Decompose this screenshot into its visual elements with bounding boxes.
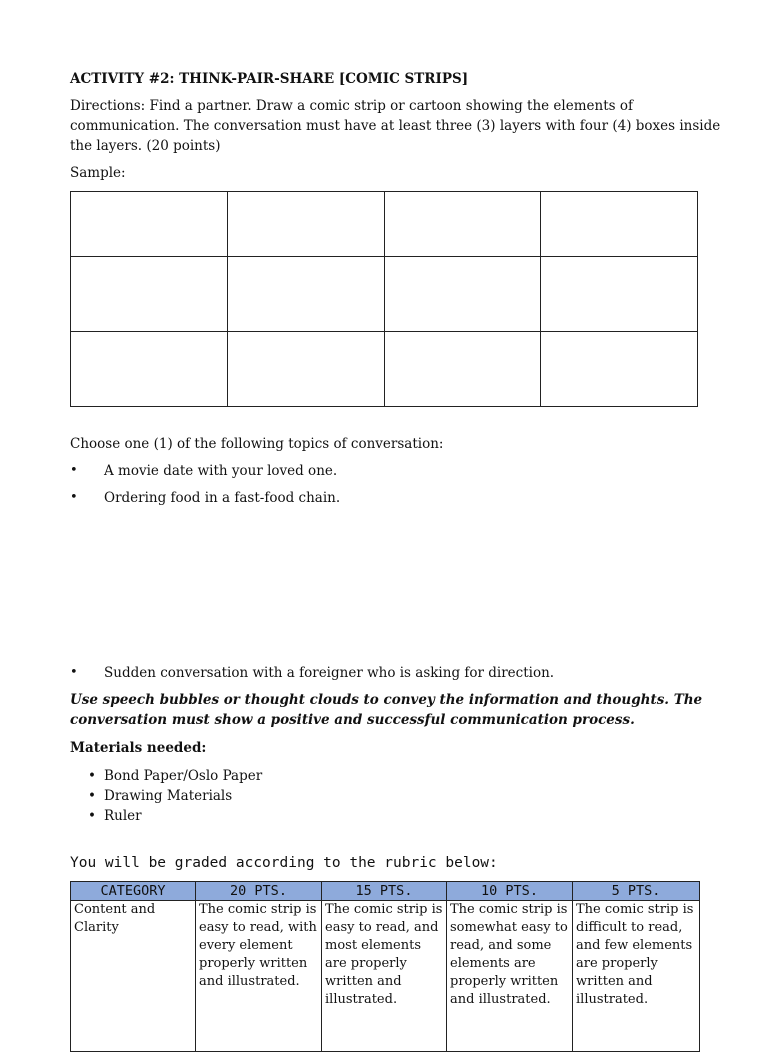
bullet-icon: • xyxy=(70,463,78,478)
rubric-header-row xyxy=(71,882,700,901)
rubric-header-15-pts: 15 PTS. xyxy=(322,882,447,901)
sample-grid-cell xyxy=(227,192,384,257)
rubric-cell-5-pts: The comic strip is difficult to read, and few elements are properly written and illustrated. xyxy=(573,901,700,1052)
sample-grid-cell xyxy=(541,332,698,407)
instruction-line-2: conversation must show a positive and successful communication process. xyxy=(70,712,635,728)
sample-grid-row xyxy=(71,257,698,332)
sample-grid-cell xyxy=(71,257,228,332)
material-item: • Drawing Materials xyxy=(88,786,262,806)
sample-grid-cell xyxy=(541,257,698,332)
rubric-header-category: CATEGORY xyxy=(71,882,196,901)
materials-list xyxy=(88,766,262,826)
activity-title: ACTIVITY #2: THINK-PAIR-SHARE [COMIC STRIPS] xyxy=(70,71,469,87)
sample-grid-cell xyxy=(384,192,541,257)
rubric-cell-10-pts: The comic strip is somewhat easy to read, and some elements are properly written and illustrated. xyxy=(447,901,573,1052)
rubric-category-cell: Content and Clarity xyxy=(71,901,196,1052)
sample-grid-cell xyxy=(227,332,384,407)
rubric-header-5-pts: 5 PTS. xyxy=(573,882,700,901)
rubric-cell-20-pts: The comic strip is easy to read, with every element properly written and illustrated. xyxy=(196,901,322,1052)
materials-heading: Materials needed: xyxy=(70,740,207,756)
topic-text: A movie date with your loved one. xyxy=(104,463,338,479)
sample-grid-row xyxy=(71,192,698,257)
rubric-cell-15-pts: The comic strip is easy to read, and most elements are properly written and illustrated. xyxy=(322,901,447,1052)
topics-intro: Choose one (1) of the following topics of conversation: xyxy=(70,436,444,452)
rubric-header-10-pts: 10 PTS. xyxy=(447,882,573,901)
rubric-header-20-pts: 20 PTS. xyxy=(196,882,322,901)
directions-line-3: the layers. (20 points) xyxy=(70,138,221,154)
sample-comic-grid xyxy=(70,191,698,407)
rubric-table xyxy=(70,881,700,1052)
rubric-heading: You will be graded according to the rubric below: xyxy=(70,855,498,871)
material-item: • Ruler xyxy=(88,806,262,826)
instruction-line-1: Use speech bubbles or thought clouds to convey the information and thoughts. The xyxy=(70,692,703,708)
sample-grid-cell xyxy=(384,257,541,332)
material-item: • Bond Paper/Oslo Paper xyxy=(88,766,262,786)
sample-grid-cell xyxy=(71,192,228,257)
topic-text: Ordering food in a fast-food chain. xyxy=(104,490,341,506)
directions-line-2: communication. The conversation must have at least three (3) layers with four (4) boxes inside xyxy=(70,118,721,134)
sample-grid-row xyxy=(71,332,698,407)
sample-grid-cell xyxy=(541,192,698,257)
sample-grid-cell xyxy=(384,332,541,407)
sample-label: Sample: xyxy=(70,165,126,181)
topic-text: Sudden conversation with a foreigner who is asking for direction. xyxy=(104,665,555,681)
bullet-icon: • xyxy=(70,490,78,505)
bullet-icon: • xyxy=(70,665,78,680)
directions-line-1: Directions: Find a partner. Draw a comic strip or cartoon showing the elements of xyxy=(70,98,633,114)
sample-grid-cell xyxy=(71,332,228,407)
sample-grid-cell xyxy=(227,257,384,332)
rubric-row xyxy=(71,901,700,1052)
